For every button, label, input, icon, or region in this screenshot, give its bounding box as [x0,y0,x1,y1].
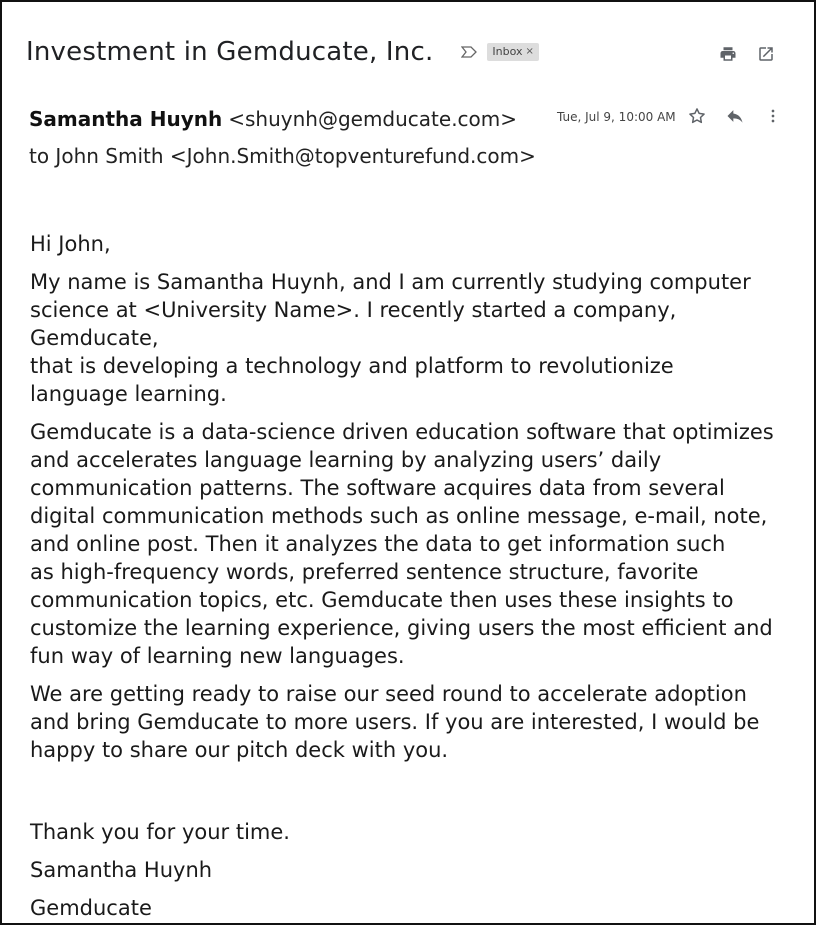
greeting: Hi John, [30,232,111,256]
importance-marker-icon[interactable] [459,44,479,60]
inbox-label-text: Inbox [492,45,523,58]
subject-row [26,32,784,72]
signature-company: Gemducate [30,896,152,920]
star-icon[interactable] [687,106,707,126]
recipient-line[interactable]: to John Smith <John.Smith@topventurefund.com> [29,144,536,168]
closing-line: Thank you for your time. [30,820,290,844]
body-paragraph: Gemducate is a data-science driven education software that optimizes and accelerates language learning by analyzing users’ daily communication patterns. The software acquires data from several digital communication methods such as online message, e-mail, note, and online post. Then it analyzes the data to get information such as high-frequency words, preferred sentence structure, favorite communication topics, etc. Gemducate then uses these insights to customize the learning experience, giving users the most efficient and fun way of learning new languages. [30,420,774,668]
reply-icon[interactable] [725,106,745,126]
print-icon[interactable] [718,44,738,64]
remove-label-icon[interactable]: × [525,46,534,57]
spacer [30,774,790,818]
sender-name[interactable]: Samantha Huynh [29,107,223,131]
more-vertical-icon[interactable] [763,106,783,126]
open-in-new-window-icon[interactable] [756,44,776,64]
inbox-label-chip[interactable] [487,43,539,61]
email-subject: Investment in Gemducate, Inc. [26,37,434,67]
message-date: Tue, Jul 9, 10:00 AM [557,110,676,124]
body-paragraph: We are getting ready to raise our seed round to accelerate adoption and bring Gemducate to more users. If you are interested, I would be happy to share our pitch deck with you. [30,682,760,762]
thread-actions [718,44,776,64]
message-actions [687,106,783,126]
message-body [30,230,790,932]
body-paragraph: My name is Samantha Huynh, and I am currently studying computer science at <University Name>. I recently started a company, Gemducate, that is developing a technology and platform to revolutionize language learning. [30,270,751,406]
sender-row [29,104,784,134]
sender-email: <shuynh@gemducate.com> [228,107,518,131]
signature-name: Samantha Huynh [30,858,213,882]
